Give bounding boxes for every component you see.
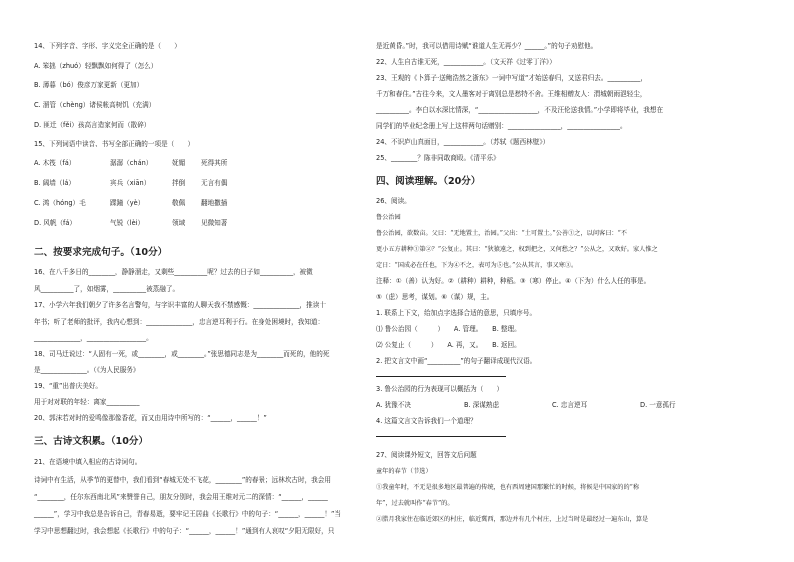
q3-option-c: C. 忠言逆耳 [552,401,588,409]
passage-27-line: ②腊月我家住在临近郊区的村庄，临近冀西，那边并有几个村庄，上过当时是最经过一遍东山，算是 [376,516,649,523]
text-line: 年书；听了老师的批评，我内心想到：______________，忠言逆耳利于行。在身处困境时，我知道： [34,318,325,326]
passage-27-title: 童年的春节（节选） [376,468,432,475]
text-line: 同学们的毕业纪念册上写上这样两句话赠别：________________，________________。 [376,122,627,130]
text-line: 是近黄昏。”时，我可以借用诗赋“谁道人生无再少？______。”的句子劝慰他。 [376,42,598,50]
passage-title: 鲁公治园 [376,214,401,221]
passage-27-line: ①我童年时，不无是很多地区最普遍的传统，也有西周建国那繁忙的时候，将候是中国家的的“称 [376,484,640,491]
q15-cell: 领域 [172,219,186,227]
q15-cell: 蹀蹱（yè） [110,199,145,207]
q15-cell: 敬佩 [172,199,186,207]
q3-option-a: A. 犹豫不决 [376,401,411,409]
q14-option-d: D. 匪迁（fěi）孩高言造家何而（散碎） [34,121,151,129]
q15-cell: 无言有偶 [201,179,228,187]
text-line: 诗词中有生活，从季节的更替中，我们看到“春城无处不飞花，________”的春景；远林坎古时，我会用 [34,476,331,484]
q27-label: 27、阅读课外短文，回答文后问题 [376,451,477,459]
text-line: 18、司马迁说过：“人固有一死，或________，或________。”张思德同志是为________而死的，他的死 [34,350,330,358]
q3-option-b: B. 深谋熟虑 [464,401,500,409]
passage-line: 鲁公治园，欲数亩。父曰：“无地置土，治园。”父出：“土可置土。”公善①之，以问客曰：“不 [376,230,627,237]
q15-cell: B. 阔墙（lá） [34,179,75,187]
q15-cell: D. 风帆（fá） [34,219,77,227]
passage-27-line: 年”，过去就叫作“春节”的。 [376,500,454,507]
q15-cell: 潺潺（chán） [110,159,153,167]
text-line: 23、王观的《卜算子·送鲍浩然之浙东》一词中写道“才始送春归，又送君归去。__________， [376,74,648,82]
text-line: 用于对对联的年轻：离家__________ [34,398,140,406]
q26-label: 26、阅读。 [376,197,411,205]
q15-cell: 死得其所 [201,159,228,167]
q3-option-d: D. 一意孤行 [640,401,676,409]
text-line: 风__________了，如烟雾，__________被蒸融了。 [34,285,180,293]
q15-cell: 翻地撒插 [201,199,228,207]
question-3: 3. 鲁公治园的行为表现可以概括为（ ） [376,385,504,393]
question-1a: ⑴ 鲁公治园（ ） A. 管理。 B. 整理。 [376,325,521,333]
q15-cell: C. 鸿（hóng）毛 [34,199,86,207]
question-1b: ⑵ 公复止（ ） A. 再，又。 B. 返回。 [376,341,521,349]
question-2: 2. 把文言文中画“__________”的句子翻译成现代汉语。 [376,357,537,365]
text-line: 16、在八千多日的________，静静溜走，又剩些__________呢？过去的日子如__________，被微 [34,268,313,276]
q15-cell: 妩媚 [172,159,186,167]
text-line: 是______________。（《为人民服务》 [34,366,140,374]
passage-line: 更小五方耕种①第②？”公复止。其曰：“狄猿遠之，权到把之，又何愁之？”公从之，又欢好。家人惟之 [376,246,658,253]
q14-option-b: B. 薄暮（bó）俊彦万家更新（更加） [34,81,144,89]
section-4-heading: 四、阅读理解。（20分） [376,176,481,187]
text-line: ______________，__________________。 [34,334,153,342]
question-1: 1. 联系上下文，给加点字选择合适的意思，只填序号。 [376,309,537,317]
text-line: ______”，学习中我总是告诉自己，青春易逝，要牢记王居曲《长歌行》中的句子：“______，______！”当 [34,510,341,518]
text-line: 17、小学六年我们朝夕了许多名言警句，与字识丰富的人聊天我不禁感慨：______________，推读十 [34,301,326,309]
answer-line[interactable] [376,436,506,437]
text-line: 24、不识庐山真面目，____________。（苏轼《题西林壁》） [376,138,550,146]
q14-title: 14、下列字音、字形、字义完全正确的是（ ） [34,42,181,50]
q15-cell: 见微知著 [201,219,228,227]
text-line: 21、在语境中填入相应的古诗词句。 [34,458,142,466]
q14-option-a: A. 笨拙（zhuó）轻飘飘如何得了（怎么） [34,62,158,70]
text-line: 学习中思想翻过时，我会想起《长歌行》中的句子：“______，______！”通到有人哀叹“夕阳无限好，只 [34,527,335,535]
text-line: 19、“重”出普庆美好。 [34,382,102,390]
q15-cell: 宾兵（xiān） [110,179,151,187]
notes-2: ⑤（虑）思考，谋划。⑥（谋）规，主。 [376,293,494,301]
q14-option-c: C. 溜管（chèng）诸侯帐高树饥（充满） [34,101,156,109]
passage-line: 定日：“国成必在任也，下为④不之，表可为⑤也。”公从其言，事又寒③。 [376,262,578,269]
text-line: __________。李白以水深比情深，“__________________，不及汪伦送我情。”小学即将毕业，我想在 [376,106,664,114]
text-line: 25、________？陈非同敢商殴。《清平乐》 [376,154,500,162]
q15-cell: 拌倒 [172,179,186,187]
answer-line[interactable] [376,376,506,377]
section-3-heading: 三、古诗文积累。（10分） [34,436,149,447]
notes: 注释：①（善）认为好。②（耕种）耕种，种稻。③（寒）停止。④（下为）什么人任的事是。 [376,277,651,285]
text-line: 22、人生自古谁无死，____________。（文天祥《过零丁洋》） [376,58,556,66]
section-2-heading: 二、按要求完成句子。（10分） [34,247,168,258]
text-line: “________，任尔东西南北风”来赞誉自己，朋友分别时，我会用王维对元二的深情：“______，______ [34,493,328,501]
q15-cell: 气锐（lèi） [110,219,145,227]
q15-title: 15、下列词语中读音、书写全部正确的一项是（ ） [34,140,195,148]
text-line: 20、郭沫若对时的爱鸣像那像香花，而又由用诗中所写的：“______，______！” [34,414,267,422]
text-line: 千万和春住。”古往今来，文人墨客对于离别总是愁特不舍。王维相赠友人：渭城朝雨浥轻尘， [376,90,647,98]
q15-cell: A. 木筏（fá） [34,159,76,167]
question-4: 4. 这篇文言文告诉我们一个道理？ [376,417,477,425]
